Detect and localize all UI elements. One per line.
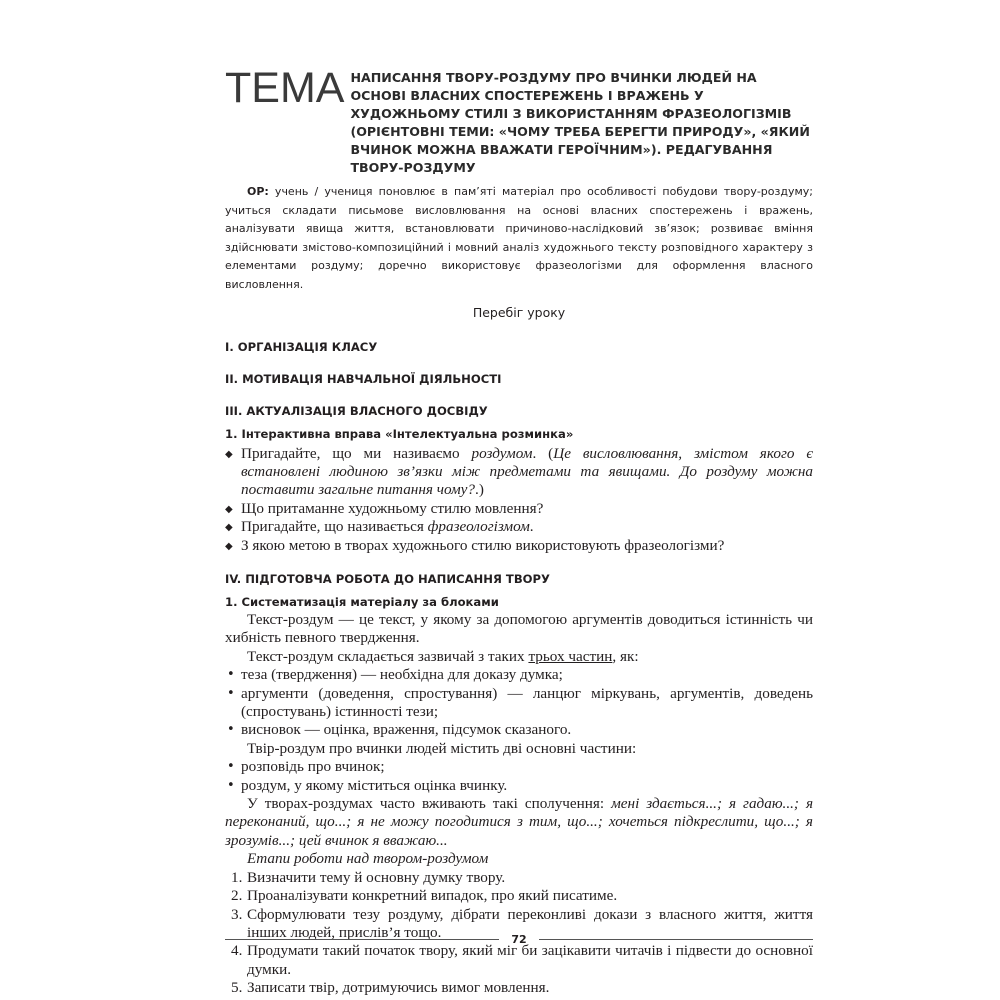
essay-parts-list	[225, 758, 813, 795]
topic-word: ТЕМА	[225, 64, 345, 112]
paragraph: Текст-роздум — це текст, у якому за допомогою аргументів доводиться істинність чи хибність певного твердження.	[225, 611, 813, 647]
list-item: ◆ Пригадайте, що ми називаємо роздумом. (Це висловлювання, змістом якого є встановлені людиною зв’язки між предметами та явищами. До роздуму можна поставити загальне питання чому?.)	[225, 445, 813, 500]
section-motivation: II. МОТИВАЦІЯ НАВЧАЛЬНОЇ ДІЯЛЬНОСТІ	[225, 371, 502, 386]
subsection-systematization: 1. Систематизація матеріалу за блоками	[225, 595, 499, 609]
list-item: • розповідь про вчинок;	[225, 758, 813, 776]
outcomes-label: ОР:	[247, 185, 269, 198]
footer-rule-right	[539, 939, 813, 940]
topic-title: НАПИСАННЯ ТВОРУ-РОЗДУМУ ПРО ВЧИНКИ ЛЮДЕЙ НА ОСНОВІ ВЛАСНИХ СПОСТЕРЕЖЕНЬ І ВРАЖЕНЬ У ХУДОЖНЬОМУ СТИЛІ З ВИКОРИСТАННЯМ ФРАЗЕОЛОГІЗМІВ (ОРІЄНТОВНІ ТЕМИ: «ЧОМУ ТРЕБА БЕРЕГТИ ПРИРОДУ», «ЯКИЙ ВЧИНОК МОЖНА ВВАЖАТИ ГЕРОЇЧНИМ»). РЕДАГУВАННЯ ТВОРУ-РОЗДУМУ	[350, 70, 810, 175]
stages-title: Етапи роботи над твором-роздумом	[247, 850, 489, 868]
subsection-warmup: 1. Інтерактивна вправа «Інтелектуальна розминка»	[225, 426, 574, 441]
warmup-questions	[225, 445, 813, 555]
footer-rule-left	[225, 939, 499, 940]
outcomes-text: учень / учениця поновлює в пам’яті матеріал про особливості побудови твору-роздуму; учиться складати письмове висловлювання на основі власних спостережень і вражень, аналізувати явища життя, встановлювати причиново-наслідковий зв’язок; розвиває вміння здійснювати змістово-композиційний і мовний аналіз художнього тексту розповідного характеру з елементами роздуму; доречно використовує фразеологізми для оформлення власного висловлення.	[225, 185, 813, 291]
paragraph: У творах-роздумах часто вживають такі сполучення: мені здається...; я гадаю...; я переконаний, що...; я не можу погодитися з тим, що...; хочеться підкреслити, що...; я зрозумів...; цей вчинок я вважаю...	[225, 795, 814, 849]
list-item: • теза (твердження) — необхідна для доказу думка;	[225, 666, 813, 684]
page-number: 72	[511, 933, 527, 946]
paragraph: Твір-роздум про вчинки людей містить дві основні частини:	[247, 739, 637, 757]
lesson-flow-heading: Перебіг уроку	[472, 304, 566, 320]
list-item: 2. Проаналізувати конкретний випадок, про який писатиме.	[231, 887, 618, 905]
text-parts-list	[225, 666, 813, 740]
list-item: • роздум, у якому міститься оцінка вчинку.	[225, 777, 813, 795]
paragraph: Текст-роздум складається зазвичай з таких трьох частин, як:	[247, 647, 639, 665]
list-item: 5. Записати твір, дотримуючись вимог мовлення.	[231, 979, 550, 997]
list-item: 1. Визначити тему й основну думку твору.	[231, 868, 506, 886]
list-item: 3. Сформулювати тезу роздуму, дібрати переконливі докази з власного життя, життя інших людей, прислів’я тощо.	[231, 905, 813, 941]
textbook-page	[225, 64, 814, 998]
list-item: • висновок — оцінка, враження, підсумок сказаного.	[225, 721, 813, 739]
topic-header	[225, 64, 813, 177]
list-item: ◆ Що притаманне художньому стилю мовлення?	[225, 500, 813, 518]
page-footer	[225, 933, 813, 946]
section-preparation: IV. ПІДГОТОВЧА РОБОТА ДО НАПИСАННЯ ТВОРУ	[225, 572, 550, 586]
learning-outcomes	[225, 183, 813, 295]
list-item: 4. Продумати такий початок твору, який міг би зацікавити читачів і підвести до основної думки.	[231, 942, 813, 978]
section-organization: I. ОРГАНІЗАЦІЯ КЛАСУ	[225, 339, 378, 354]
list-item: ◆ Пригадайте, що називається фразеологізмом.	[225, 518, 813, 536]
list-item: • аргументи (доведення, спростування) — ланцюг міркувань, аргументів, доведень (спростувань) істинності тези;	[225, 685, 813, 722]
section-experience: III. АКТУАЛІЗАЦІЯ ВЛАСНОГО ДОСВІДУ	[225, 403, 488, 418]
list-item: ◆ З якою метою в творах художнього стилю використовують фразеологізми?	[225, 537, 813, 555]
